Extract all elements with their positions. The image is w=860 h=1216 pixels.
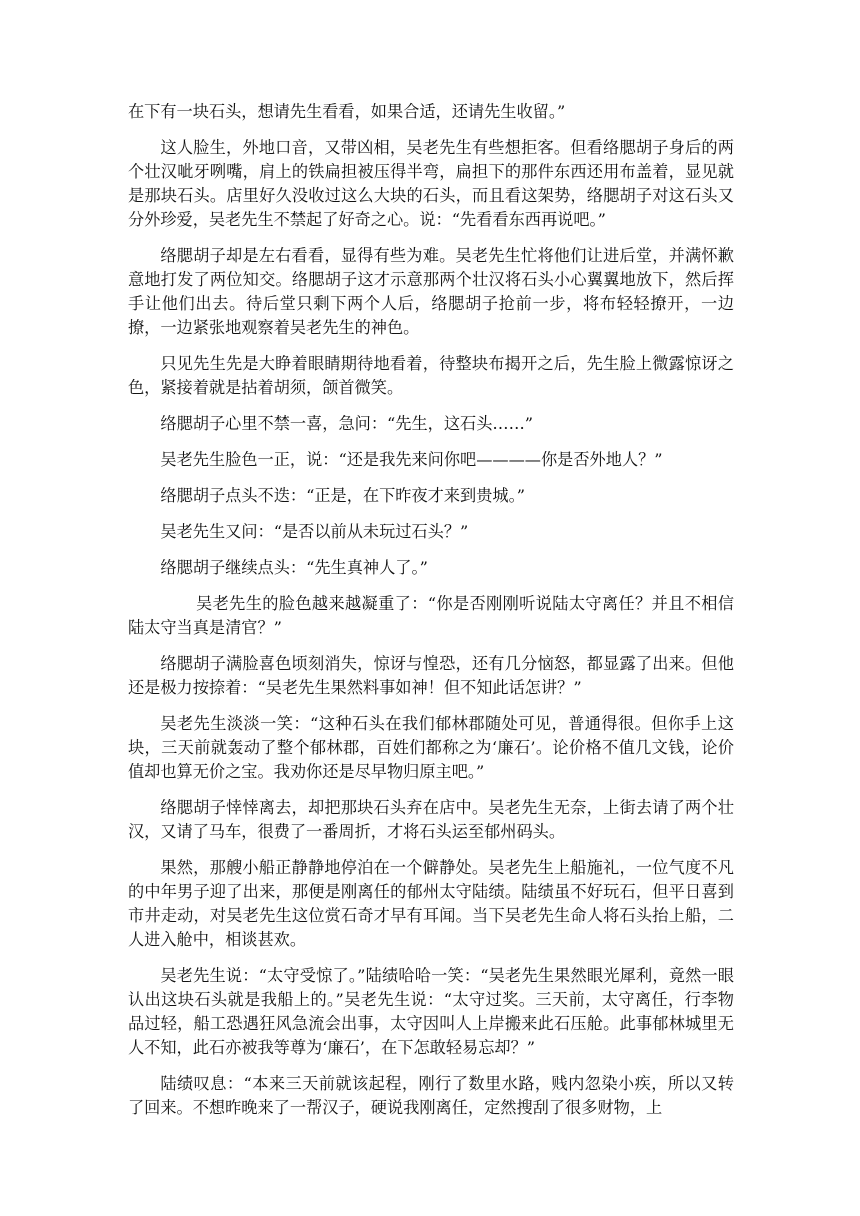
paragraph: 络腮胡子继续点头：“先生真神人了。” bbox=[160, 558, 428, 577]
paragraph: 吴老先生说：“太守受惊了。”陆绩哈哈一笑：“吴老先生果然眼光犀利，竟然一眼认出这块石头就是我船上的。”吴老先生说：“太守过奖。三天前，太守离任，行李物品过轻，船工恐遇狂风急流会出事，太守因叫人上岸搬来此石压舱。此事郁林城里无人不知，此石亦被我等尊为‘廉石’，在下怎敢轻易忘却？” bbox=[128, 966, 734, 1057]
paragraph: 络腮胡子却是左右看看，显得有些为难。吴老先生忙将他们让进后堂，并满怀歉意地打发了两位知交。络腮胡子这才示意那两个壮汉将石头小心翼翼地放下，然后挥手让他们出去。待后堂只剩下两个人后，络腮胡子抢前一步，将布轻轻撩开，一边撩，一边紧张地观察着吴老先生的神色。 bbox=[128, 246, 734, 337]
paragraph: 在下有一块石头，想请先生看看，如果合适，还请先生收留。” bbox=[128, 102, 566, 121]
paragraph: 吴老先生淡淡一笑：“这种石头在我们郁林郡随处可见，普通得很。但你手上这块，三天前就轰动了整个郁林郡，百姓们都称之为‘廉石’。论价格不值几文钱，论价值却也算无价之宝。我劝你还是尽早物归原主吧。” bbox=[128, 714, 734, 781]
paragraph: 络腮胡子满脸喜色顷刻消失，惊讶与惶恐，还有几分恼怒，都显露了出来。但他还是极力按捺着：“吴老先生果然料事如神！但不知此话怎讲？” bbox=[128, 654, 734, 697]
paragraph: 吴老先生的脸色越来越凝重了：“你是否刚刚听说陆太守离任？并且不相信陆太守当真是清官？” bbox=[128, 594, 734, 637]
paragraph: 吴老先生又问：“是否以前从未玩过石头？” bbox=[160, 522, 469, 541]
paragraph: 这人脸生，外地口音，又带凶相，吴老先生有些想拒客。但看络腮胡子身后的两个壮汉呲牙咧嘴，肩上的铁扁担被压得半弯，扁担下的那件东西还用布盖着，显见就是那块石头。店里好久没收过这么大块的石头，而且看这架势，络腮胡子对这石头又分外珍爱，吴老先生不禁起了好奇之心。说：“先看看东西再说吧。” bbox=[128, 138, 734, 229]
story-text bbox=[128, 100, 734, 1132]
paragraph: 只见先生先是大睁着眼睛期待地看着，待整块布揭开之后，先生脸上微露惊讶之色，紧接着就是拈着胡须，颌首微笑。 bbox=[128, 354, 734, 397]
paragraph: 络腮胡子心里不禁一喜，急问：“先生，这石头……” bbox=[160, 414, 534, 433]
paragraph: 络腮胡子点头不迭：“正是，在下昨夜才来到贵城。” bbox=[160, 486, 525, 505]
paragraph: 络腮胡子悻悻离去，却把那块石头弃在店中。吴老先生无奈，上街去请了两个壮汉，又请了马车，很费了一番周折，才将石头运至郁州码头。 bbox=[128, 798, 734, 841]
paragraph: 陆绩叹息：“本来三天前就该起程，刚行了数里水路，贱内忽染小疾，所以又转了回来。不想昨晚来了一帮汉子，硬说我刚离任，定然搜刮了很多财物，上 bbox=[128, 1074, 734, 1117]
paragraph: 吴老先生脸色一正，说：“还是我先来问你吧————你是否外地人？” bbox=[160, 450, 663, 469]
paragraph: 果然，那艘小船正静静地停泊在一个僻静处。吴老先生上船施礼，一位气度不凡的中年男子迎了出来，那便是刚离任的郁州太守陆绩。陆绩虽不好玩石，但平日喜到市井走动，对吴老先生这位赏石奇才早有耳闻。当下吴老先生命人将石头抬上船，二人进入舱中，相谈甚欢。 bbox=[128, 858, 734, 949]
